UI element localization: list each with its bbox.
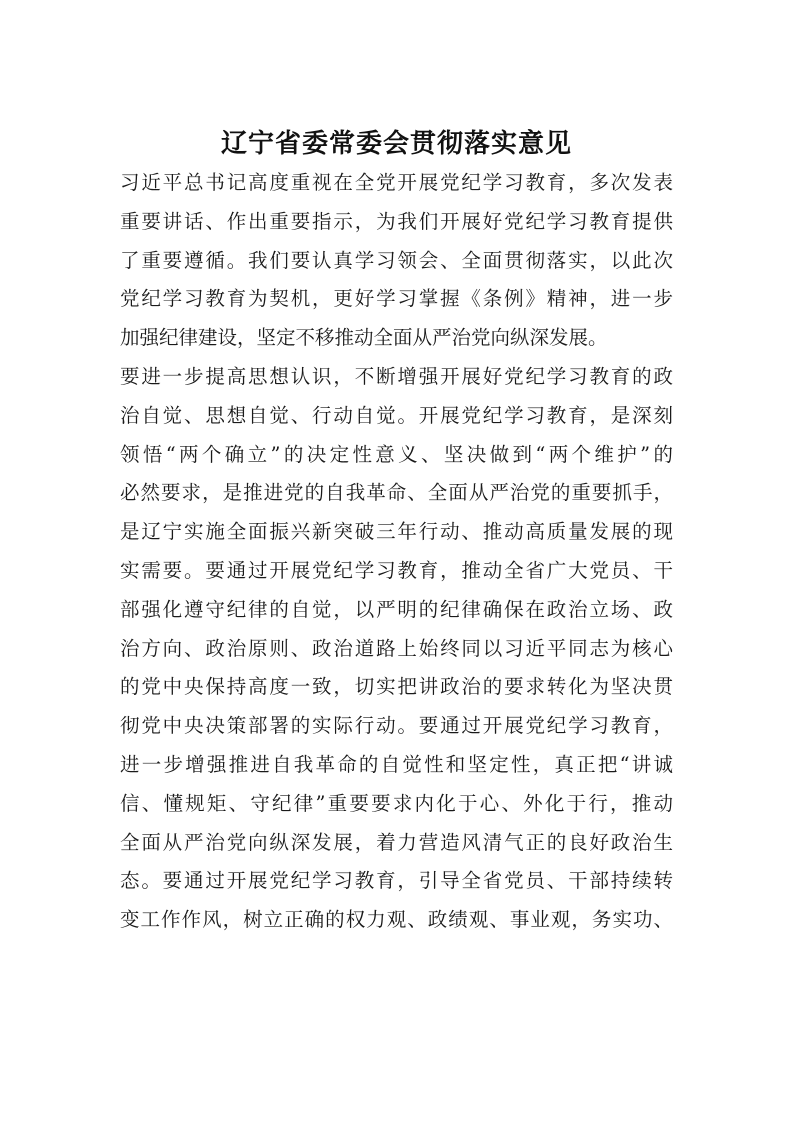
document-body (120, 164, 673, 940)
text-line: 重要讲话、作出重要指示，为我们开展好党纪学习教育提供 (120, 209, 673, 233)
text-line: 治方向、政治原则、政治道路上始终同以习近平同志为核心 (120, 636, 673, 660)
text-line: 是辽宁实施全面振兴新突破三年行动、推动高质量发展的现 (120, 520, 673, 544)
text-line: 要进一步提高思想认识，不断增强开展好党纪学习教育的政 (120, 364, 673, 388)
text-line: 党纪学习教育为契机，更好学习掌握《条例》精神，进一步 (120, 287, 673, 311)
text-line: 部强化遵守纪律的自觉，以严明的纪律确保在政治立场、政 (120, 597, 673, 621)
text-line: 信、懂规矩、守纪律”重要要求内化于心、外化于行，推动 (120, 791, 673, 815)
text-line: 全面从严治党向纵深发展，着力营造风清气正的良好政治生 (120, 830, 673, 854)
text-line: 了重要遵循。我们要认真学习领会、全面贯彻落实，以此次 (120, 248, 673, 272)
text-line: 领悟“两个确立”的决定性意义、坚决做到“两个维护”的 (120, 442, 673, 466)
text-line: 习近平总书记高度重视在全党开展党纪学习教育，多次发表 (120, 171, 673, 194)
text-line: 治自觉、思想自觉、行动自觉。开展党纪学习教育，是深刻 (120, 403, 673, 427)
text-line: 实需要。要通过开展党纪学习教育，推动全省广大党员、干 (120, 558, 673, 582)
text-line: 彻党中央决策部署的实际行动。要通过开展党纪学习教育， (120, 714, 673, 738)
text-line: 变工作作风，树立正确的权力观、政绩观、事业观，务实功、 (120, 908, 673, 932)
text-line: 的党中央保持高度一致，切实把讲政治的要求转化为坚决贯 (120, 675, 673, 699)
text-line: 态。要通过开展党纪学习教育，引导全省党员、干部持续转 (120, 869, 673, 893)
text-line: 进一步增强推进自我革命的自觉性和坚定性，真正把“讲诚 (120, 752, 673, 776)
text-line: 加强纪律建设，坚定不移推动全面从严治党向纵深发展。 (120, 326, 608, 350)
document-title: 辽宁省委常委会贯彻落实意见 (220, 129, 572, 159)
text-line: 必然要求，是推进党的自我革命、全面从严治党的重要抓手， (120, 481, 673, 505)
